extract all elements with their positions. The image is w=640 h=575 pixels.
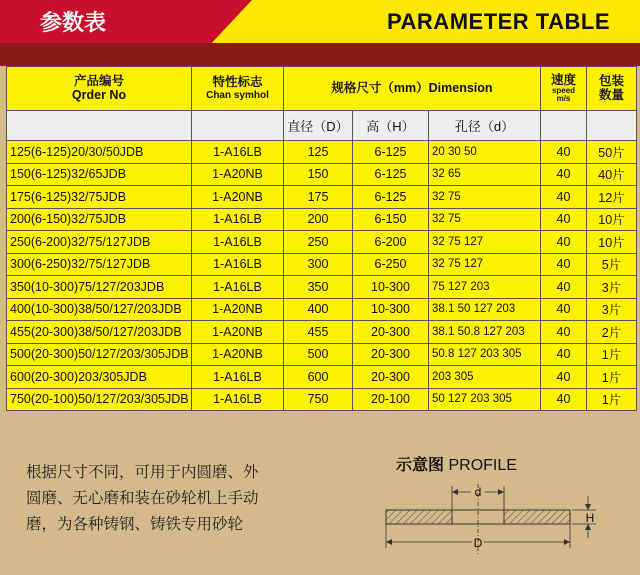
cell-d: 20 30 50 — [429, 141, 541, 164]
cell-speed: 40 — [541, 253, 587, 276]
col-header-dimension: 规格尺寸（mm）Dimension — [284, 67, 541, 111]
cell-pack: 40片 — [587, 163, 637, 186]
cell-order: 600(20-300)203/305JDB — [7, 366, 192, 389]
table-row — [7, 366, 637, 389]
table-row — [7, 321, 637, 344]
col-header-speed: 速度 speed m/s — [541, 67, 587, 111]
table-row — [7, 298, 637, 321]
cell-speed: 40 — [541, 366, 587, 389]
cell-H: 6-200 — [353, 231, 429, 254]
cell-order: 750(20-100)50/127/203/305JDB — [7, 388, 192, 411]
cell-pack: 5片 — [587, 253, 637, 276]
col-header-symbol: 特性标志 Chan symhol — [192, 67, 284, 111]
cell-order: 500(20-300)50/127/203/305JDB — [7, 343, 192, 366]
cell-H: 6-150 — [353, 208, 429, 231]
table-row — [7, 343, 637, 366]
bottom-section — [6, 430, 636, 570]
header-banner — [0, 0, 640, 43]
cell-order: 175(6-125)32/75JDB — [7, 186, 192, 209]
page-title-cn: 参数表 — [40, 10, 107, 35]
cell-symbol: 1-A16LB — [192, 366, 284, 389]
cell-d: 50 127 203 305 — [429, 388, 541, 411]
cell-H: 6-125 — [353, 186, 429, 209]
col-header-outer-diameter: 直径（D） — [284, 111, 353, 141]
cell-H: 6-125 — [353, 141, 429, 164]
label-height-H: H — [585, 511, 595, 525]
cell-symbol: 1-A16LB — [192, 276, 284, 299]
table-row — [7, 163, 637, 186]
cell-symbol: 1-A16LB — [192, 231, 284, 254]
cell-speed: 40 — [541, 208, 587, 231]
cell-D: 500 — [284, 343, 353, 366]
cell-symbol: 1-A20NB — [192, 321, 284, 344]
table-row — [7, 141, 637, 164]
cell-D: 150 — [284, 163, 353, 186]
cell-pack: 2片 — [587, 321, 637, 344]
cell-symbol: 1-A20NB — [192, 163, 284, 186]
table-header-row — [7, 67, 637, 111]
label-outer-D: D — [473, 536, 483, 550]
col-header-pack: 包装 数量 — [587, 67, 637, 111]
cell-H: 20-300 — [353, 366, 429, 389]
table-subheader-row — [7, 111, 637, 141]
wheel-section-right — [504, 510, 570, 524]
cell-speed: 40 — [541, 343, 587, 366]
cell-D: 300 — [284, 253, 353, 276]
cell-pack: 3片 — [587, 298, 637, 321]
cell-speed: 40 — [541, 141, 587, 164]
cell-pack: 1片 — [587, 366, 637, 389]
cell-d: 75 127 203 — [429, 276, 541, 299]
cell-d: 38.1 50.8 127 203 — [429, 321, 541, 344]
cell-speed: 40 — [541, 163, 587, 186]
cell-d: 203 305 — [429, 366, 541, 389]
cell-pack: 50片 — [587, 141, 637, 164]
table-row — [7, 231, 637, 254]
cell-speed: 40 — [541, 186, 587, 209]
cell-order: 350(10-300)75/127/203JDB — [7, 276, 192, 299]
cell-D: 400 — [284, 298, 353, 321]
cell-pack: 10片 — [587, 231, 637, 254]
cell-symbol: 1-A16LB — [192, 208, 284, 231]
col-header-height: 高（H） — [353, 111, 429, 141]
header-red-tab — [0, 0, 252, 43]
usage-description: 根据尺寸不同，可用于内圆磨、外 圆磨、无心磨和装在砂轮机上手动 磨，为各种铸钢、铸铁专用砂轮 — [26, 464, 259, 533]
cell-H: 10-300 — [353, 276, 429, 299]
profile-diagram — [376, 480, 606, 560]
cell-d: 32 75 — [429, 186, 541, 209]
cell-D: 750 — [284, 388, 353, 411]
cell-speed: 40 — [541, 388, 587, 411]
cell-pack: 10片 — [587, 208, 637, 231]
table-row — [7, 208, 637, 231]
cell-H: 10-300 — [353, 298, 429, 321]
col-header-order: 产品编号 Qrder No — [7, 67, 192, 111]
cell-D: 200 — [284, 208, 353, 231]
cell-order: 400(10-300)38/50/127/203JDB — [7, 298, 192, 321]
cell-pack: 1片 — [587, 343, 637, 366]
cell-H: 6-250 — [353, 253, 429, 276]
parameter-table-container — [6, 66, 636, 411]
cell-order: 455(20-300)38/50/127/203JDB — [7, 321, 192, 344]
cell-symbol: 1-A20NB — [192, 186, 284, 209]
cell-H: 20-300 — [353, 343, 429, 366]
cell-symbol: 1-A16LB — [192, 388, 284, 411]
cell-H: 6-125 — [353, 163, 429, 186]
cell-pack: 1片 — [587, 388, 637, 411]
profile-title: 示意图 PROFILE — [396, 457, 517, 474]
cell-D: 250 — [284, 231, 353, 254]
cell-D: 175 — [284, 186, 353, 209]
cell-d: 50.8 127 203 305 — [429, 343, 541, 366]
cell-order: 200(6-150)32/75JDB — [7, 208, 192, 231]
wheel-section-left — [386, 510, 452, 524]
cell-D: 600 — [284, 366, 353, 389]
cell-d: 32 65 — [429, 163, 541, 186]
cell-symbol: 1-A20NB — [192, 298, 284, 321]
cell-H: 20-100 — [353, 388, 429, 411]
cell-speed: 40 — [541, 231, 587, 254]
cell-order: 250(6-200)32/75/127JDB — [7, 231, 192, 254]
cell-D: 125 — [284, 141, 353, 164]
cell-speed: 40 — [541, 298, 587, 321]
cell-pack: 3片 — [587, 276, 637, 299]
cell-order: 150(6-125)32/65JDB — [7, 163, 192, 186]
cell-symbol: 1-A16LB — [192, 253, 284, 276]
table-body — [7, 141, 637, 411]
label-inner-d: d — [474, 485, 482, 499]
table-row — [7, 253, 637, 276]
cell-D: 455 — [284, 321, 353, 344]
parameter-table — [6, 66, 637, 411]
cell-d: 32 75 127 — [429, 253, 541, 276]
cell-D: 350 — [284, 276, 353, 299]
header-divider-bar — [0, 43, 640, 66]
table-row — [7, 388, 637, 411]
cell-d: 32 75 127 — [429, 231, 541, 254]
cell-symbol: 1-A20NB — [192, 343, 284, 366]
cell-speed: 40 — [541, 276, 587, 299]
page-title-en: PARAMETER TABLE — [386, 9, 610, 34]
cell-order: 300(6-250)32/75/127JDB — [7, 253, 192, 276]
table-row — [7, 276, 637, 299]
cell-symbol: 1-A16LB — [192, 141, 284, 164]
col-header-inner-diameter: 孔径（d） — [429, 111, 541, 141]
cell-H: 20-300 — [353, 321, 429, 344]
cell-d: 38.1 50 127 203 — [429, 298, 541, 321]
cell-order: 125(6-125)20/30/50JDB — [7, 141, 192, 164]
cell-speed: 40 — [541, 321, 587, 344]
table-row — [7, 186, 637, 209]
cell-pack: 12片 — [587, 186, 637, 209]
cell-d: 32 75 — [429, 208, 541, 231]
